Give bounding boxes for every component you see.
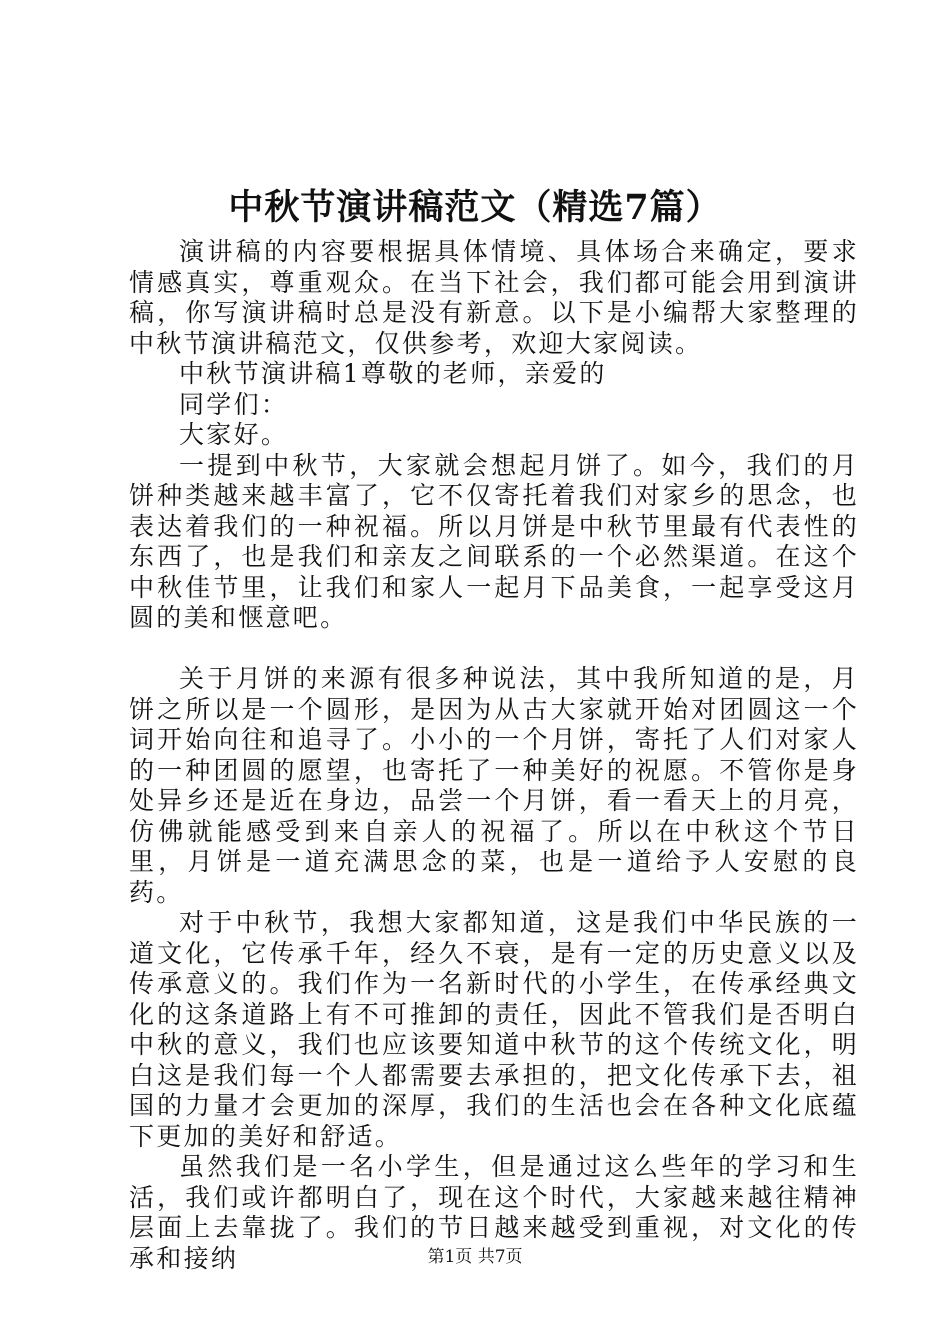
paragraph-spacer [129,634,859,665]
paragraph-culture: 对于中秋节，我想大家都知道，这是我们中华民族的一道文化，它传承千年，经久不衰，是有一定的历史意义以及传承意义的。我们作为一名新时代的小学生，在传承经典文化的这条道路上有不可推卸的责任，因此不管我们是否明白中秋的意义，我们也应该要知道中秋节的这个传统文化，明白这是我们每一个人都需要去承担的，把文化传承下去，祖国的力量才会更加的深厚，我们的生活也会在各种文化底蕴下更加的美好和舒适。 [129,908,859,1151]
paragraph-mooncake-intro: 一提到中秋节，大家就会想起月饼了。如今，我们的月饼种类越来越丰富了，它不仅寄托着我们对家乡的思念，也表达着我们的一种祝福。所以月饼是中秋节里最有代表性的东西了，也是我们和亲友之间联系的一个必然渠道。在这个中秋佳节里，让我们和家人一起月下品美食，一起享受这月圆的美和惬意吧。 [129,450,859,632]
document-title: 中秋节演讲稿范文（精选7篇） [228,187,722,228]
paragraph-intro: 演讲稿的内容要根据具体情境、具体场合来确定，要求情感真实，尊重观众。在当下社会，我们都可能会用到演讲稿，你写演讲稿时总是没有新意。以下是小编帮大家整理的中秋节演讲稿范文，仅供参考，欢迎大家阅读。 [129,237,859,358]
paragraph-student: 虽然我们是一名小学生，但是通过这么些年的学习和生活，我们或许都明白了，现在这个时代，大家越来越往精神层面上去靠拢了。我们的节日越来越受到重视，对文化的传承和接纳 [129,1152,859,1273]
paragraph-speech-heading: 中秋节演讲稿1尊敬的老师，亲爱的 [179,359,607,388]
paragraph-greeting: 大家好。 [179,420,289,449]
page-footer: 第1页 共7页 [427,1247,523,1267]
document-body [129,237,859,1274]
paragraph-salutation: 同学们： [179,389,289,419]
paragraph-mooncake-origin: 关于月饼的来源有很多种说法，其中我所知道的是，月饼之所以是一个圆形，是因为从古大家就开始对团圆这一个词开始向往和追寻了。小小的一个月饼，寄托了人们对家人的一种团圆的愿望，也寄托了一种美好的祝愿。不管你是身处异乡还是近在身边，品尝一个月饼，看一看天上的月亮，仿佛就能感受到来自亲人的祝福了。所以在中秋这个节日里，月饼是一道充满思念的菜，也是一道给予人安慰的良药。 [129,664,859,907]
